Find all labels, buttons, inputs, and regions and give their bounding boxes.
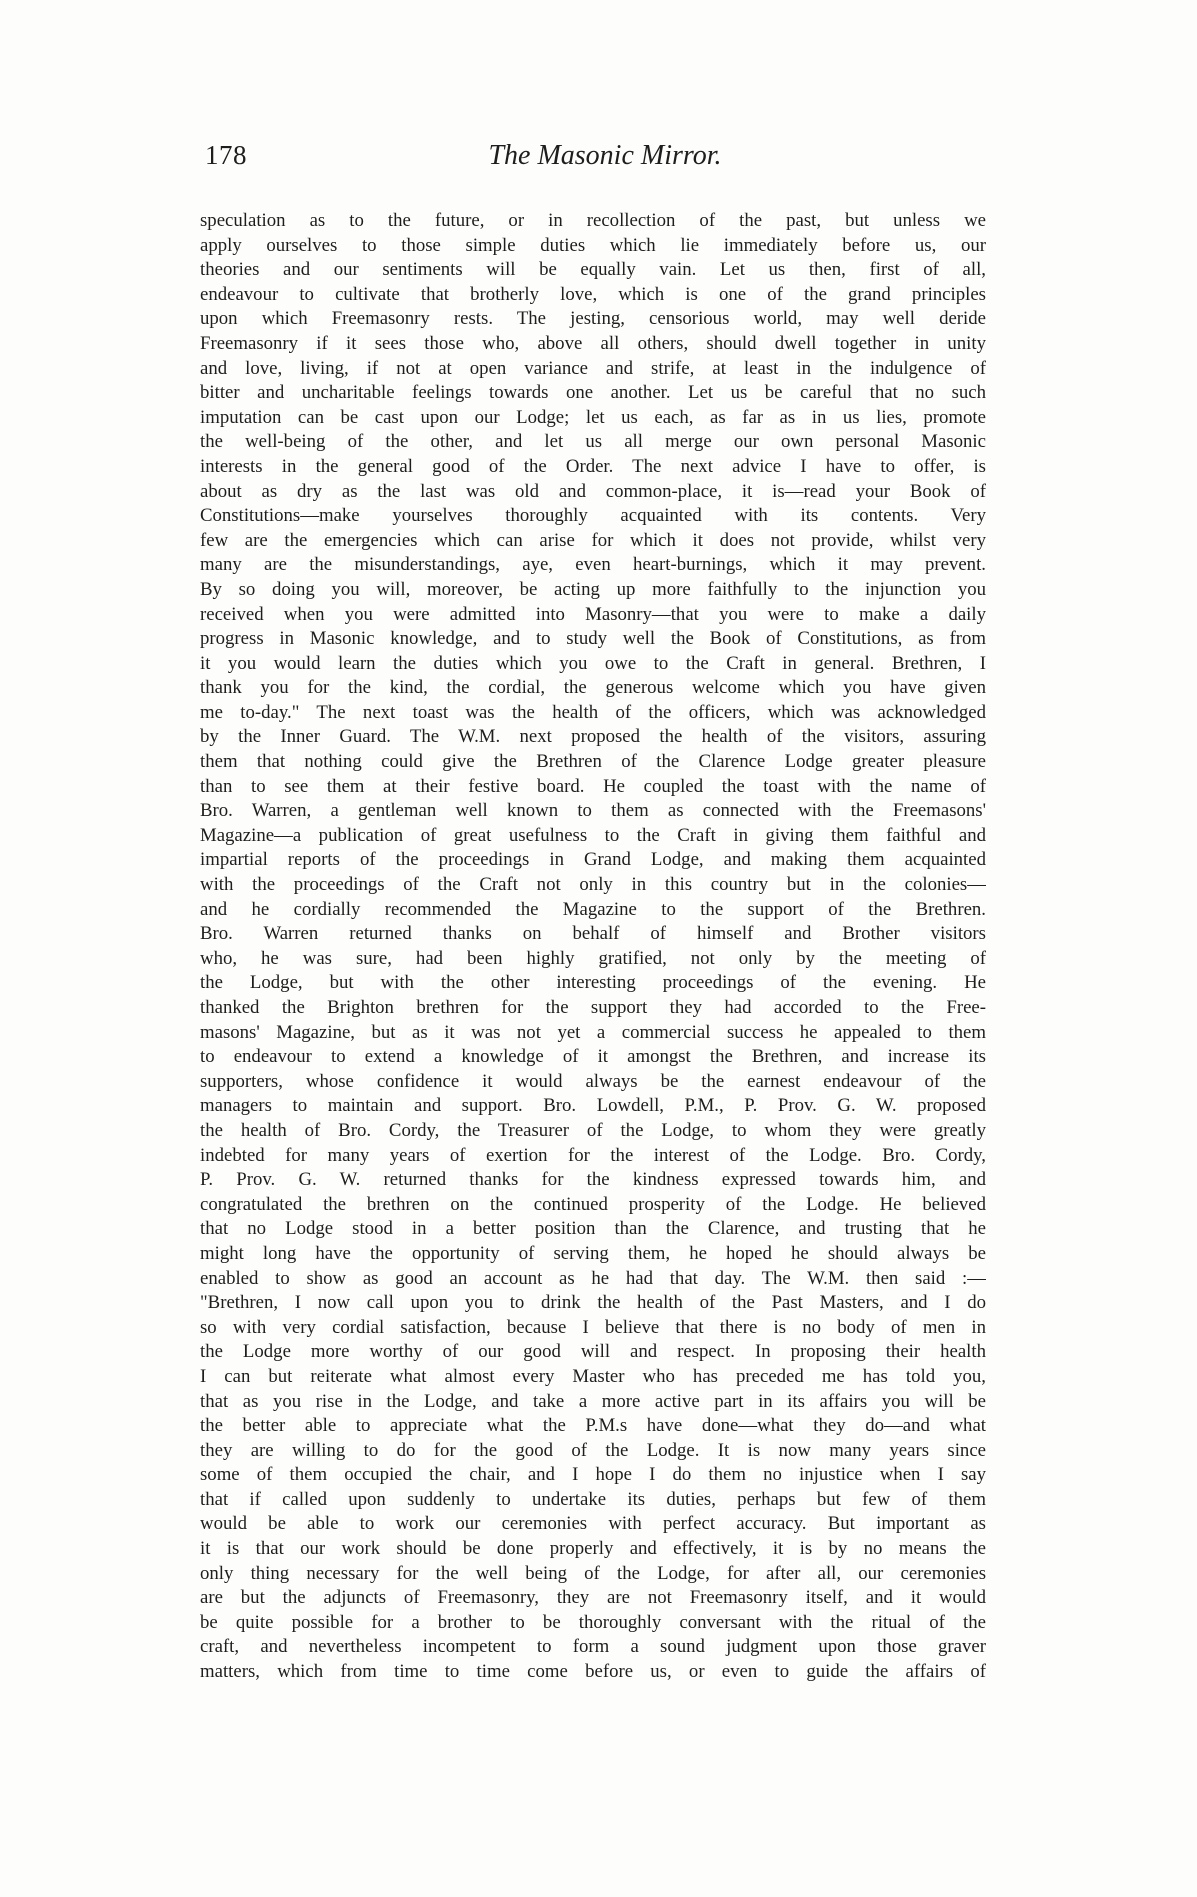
text-line: Constitutions—make yourselves thoroughly acquainted with its contents. Very	[200, 505, 986, 527]
journal-title: The Masonic Mirror.	[488, 140, 722, 171]
text-line: managers to maintain and support. Bro. Lowdell, P.M., P. Prov. G. W. proposed	[200, 1095, 986, 1117]
text-line: bitter and uncharitable feelings towards one another. Let us be careful that no such	[200, 382, 986, 404]
text-line: indebted for many years of exertion for the interest of the Lodge. Bro. Cordy,	[200, 1144, 986, 1166]
text-line: enabled to show as good an account as he had that day. The W.M. then said :—	[200, 1267, 986, 1289]
text-line: craft, and nevertheless incompetent to form a sound judgment upon those graver	[200, 1636, 986, 1658]
text-line: "Brethren, I now call upon you to drink the health of the Past Masters, and I do	[200, 1292, 986, 1314]
text-line: and he cordially recommended the Magazine to the support of the Brethren.	[200, 898, 986, 920]
text-line: endeavour to cultivate that brotherly love, which is one of the grand principles	[200, 283, 986, 305]
text-line: me to-day." The next toast was the health of the officers, which was acknowledged	[200, 701, 986, 723]
text-line: only thing necessary for the well being of the Lodge, for after all, our ceremonies	[200, 1562, 986, 1584]
text-line: some of them occupied the chair, and I hope I do them no injustice when I say	[200, 1464, 986, 1486]
text-line: By so doing you will, moreover, be acting up more faithfully to the injunction you	[200, 578, 986, 600]
text-line: the health of Bro. Cordy, the Treasurer of the Lodge, to whom they were greatly	[200, 1119, 986, 1141]
text-line: matters, which from time to time come before us, or even to guide the affairs of	[200, 1661, 986, 1683]
text-line: that as you rise in the Lodge, and take a more active part in its affairs you will be	[200, 1390, 986, 1412]
page-number: 178	[205, 140, 247, 170]
running-head	[205, 140, 985, 180]
text-line: be quite possible for a brother to be thoroughly conversant with the ritual of the	[200, 1611, 986, 1633]
text-line: apply ourselves to those simple duties which lie immediately before us, our	[200, 234, 986, 256]
text-line: the Lodge more worthy of our good will and respect. In proposing their health	[200, 1341, 986, 1363]
text-line: theories and our sentiments will be equally vain. Let us then, first of all,	[200, 259, 986, 281]
text-line: thanked the Brighton brethren for the support they had accorded to the Free-	[200, 997, 986, 1018]
text-line: speculation as to the future, or in recollection of the past, but unless we	[200, 210, 986, 231]
text-line: Magazine—a publication of great usefulness to the Craft in giving them faithful and	[200, 824, 986, 846]
text-line: and love, living, if not at open variance and strife, at least in the indulgence of	[200, 357, 986, 379]
text-line: with the proceedings of the Craft not only in this country but in the colonies—	[200, 874, 986, 896]
text-line: than to see them at their festive board. He coupled the toast with the name of	[200, 775, 986, 797]
text-line: Bro. Warren, a gentleman well known to them as connected with the Freemasons'	[200, 800, 986, 822]
text-line: masons' Magazine, but as it was not yet a commercial success he appealed to them	[200, 1021, 986, 1043]
body-text	[200, 209, 986, 1685]
text-line: Bro. Warren returned thanks on behalf of himself and Brother visitors	[200, 923, 986, 945]
text-line: congratulated the brethren on the continued prosperity of the Lodge. He believed	[200, 1193, 986, 1215]
text-line: P. Prov. G. W. returned thanks for the kindness expressed towards him, and	[200, 1169, 986, 1191]
text-line: the better able to appreciate what the P.M.s have done—what they do—and what	[200, 1415, 986, 1437]
text-line: I can but reiterate what almost every Master who has preceded me has told you,	[200, 1365, 986, 1387]
text-line: upon which Freemasonry rests. The jesting, censorious world, may well deride	[200, 308, 986, 330]
text-line: about as dry as the last was old and common-place, it is—read your Book of	[200, 480, 986, 502]
text-line: supporters, whose confidence it would always be the earnest endeavour of the	[200, 1070, 986, 1092]
text-line: they are willing to do for the good of the Lodge. It is now many years since	[200, 1439, 986, 1461]
text-line: by the Inner Guard. The W.M. next proposed the health of the visitors, assuring	[200, 726, 986, 748]
text-line: impartial reports of the proceedings in Grand Lodge, and making them acquainted	[200, 849, 986, 871]
text-line: progress in Masonic knowledge, and to study well the Book of Constitutions, as from	[200, 628, 986, 650]
text-line: would be able to work our ceremonies with perfect accuracy. But important as	[200, 1513, 986, 1535]
text-line: it is that our work should be done properly and effectively, it is by no means the	[200, 1538, 986, 1560]
text-line: are but the adjuncts of Freemasonry, they are not Freemasonry itself, and it would	[200, 1587, 986, 1609]
text-line: to endeavour to extend a knowledge of it amongst the Brethren, and increase its	[200, 1046, 986, 1068]
text-line: who, he was sure, had been highly gratified, not only by the meeting of	[200, 947, 986, 969]
text-line: that if called upon suddenly to undertake its duties, perhaps but few of them	[200, 1488, 986, 1510]
text-line: many are the misunderstandings, aye, even heart-burnings, which it may prevent.	[200, 554, 986, 576]
text-line: them that nothing could give the Brethren of the Clarence Lodge greater pleasure	[200, 751, 986, 773]
text-line: that no Lodge stood in a better position than the Clarence, and trusting that he	[200, 1218, 986, 1240]
text-line: the Lodge, but with the other interesting proceedings of the evening. He	[200, 972, 986, 994]
text-line: might long have the opportunity of serving them, he hoped he should always be	[200, 1242, 986, 1264]
text-line: few are the emergencies which can arise for which it does not provide, whilst very	[200, 529, 986, 551]
text-line: so with very cordial satisfaction, because I believe that there is no body of men in	[200, 1316, 986, 1338]
text-line: the well-being of the other, and let us all merge our own personal Masonic	[200, 431, 986, 453]
text-line: thank you for the kind, the cordial, the generous welcome which you have given	[200, 677, 986, 699]
text-line: imputation can be cast upon our Lodge; let us each, as far as in us lies, promote	[200, 406, 986, 428]
text-line: it you would learn the duties which you owe to the Craft in general. Brethren, I	[200, 652, 986, 674]
text-line: Freemasonry if it sees those who, above all others, should dwell together in unity	[200, 332, 986, 354]
text-line: received when you were admitted into Masonry—that you were to make a daily	[200, 603, 986, 625]
text-line: interests in the general good of the Order. The next advice I have to offer, is	[200, 455, 986, 477]
